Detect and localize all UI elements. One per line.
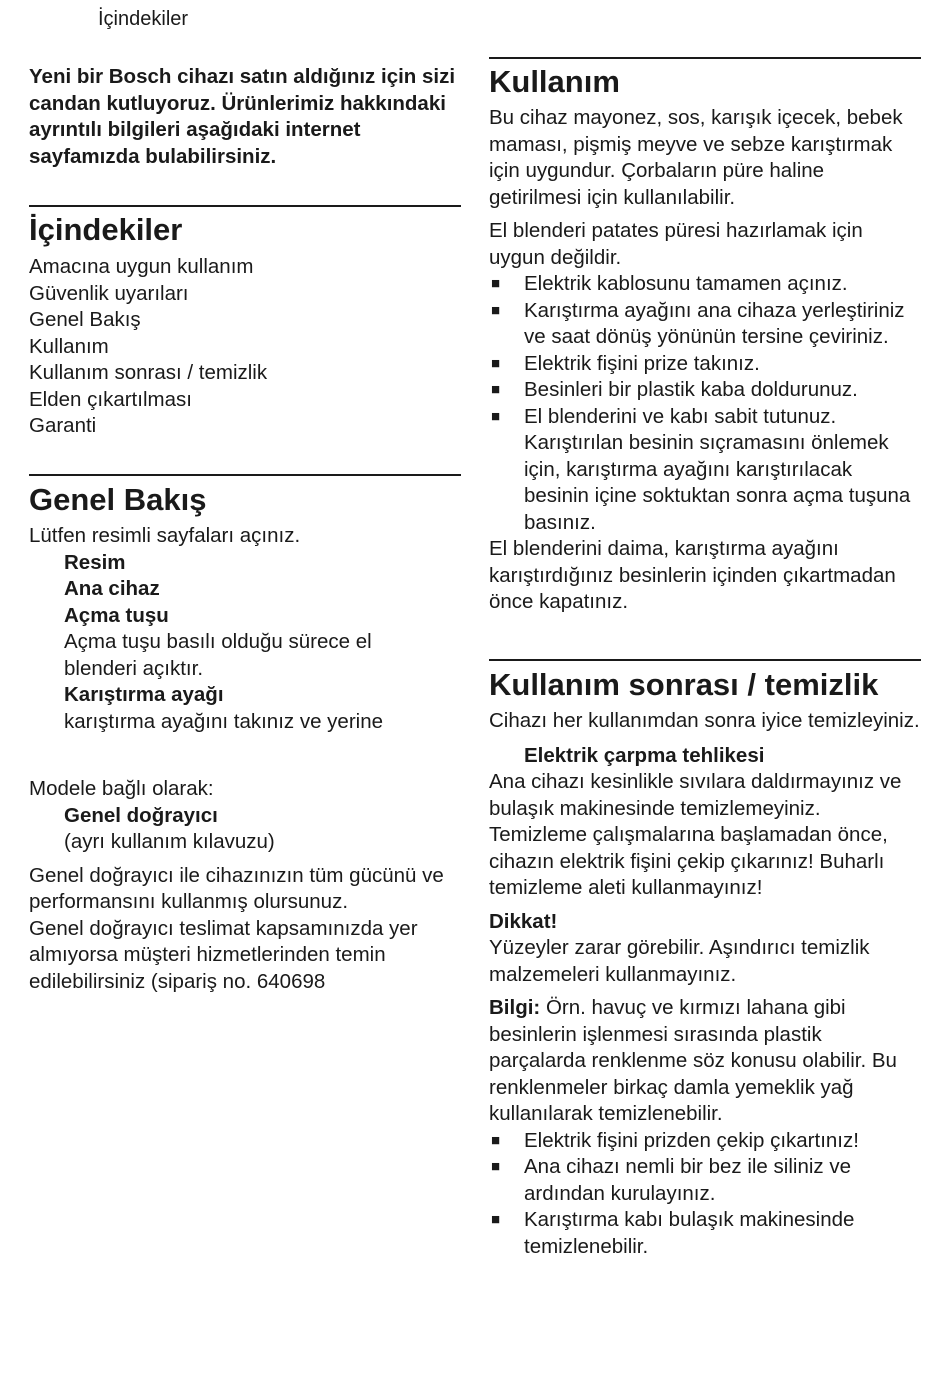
bullet-icon: ■ [491, 407, 501, 425]
list-item: ■ Karıştırma kabı bulaşık makinesinde temizlenebilir. [491, 1208, 855, 1258]
usage-para1: Bu cihaz mayonez, sos, karışık içecek, bebek maması, pişmiş meyve ve sebze karıştırmak için uygundur. Çorbaların püre haline getirilmesi için kullanılabilir. [489, 106, 903, 209]
bilgi-text: Örn. havuç ve kırmızı lahana gibi besinlerin işlenmesi sırasında plastik parçalarda renklenme söz konusu olabilir. Bu renklenmeler birkaç damla yemeklik yağ kullanılarak temizlenebilir. [489, 996, 897, 1125]
toc-item[interactable]: Kullanım sonrası / temizlik [29, 361, 268, 384]
list-item: ■ El blenderini ve kabı sabit tutunuz. Karıştırılan besinin sıçramasını önlemek için, karıştırma ayağını karıştırılacak besinin içine soktuktan sonra açma tuşuna basınız. [491, 404, 911, 534]
toc-item[interactable]: Elden çıkartılması [29, 387, 192, 411]
acma-tusu-desc: Açma tuşu basılı olduğu sürece el blenderi açıktır. [64, 630, 372, 680]
toc-list [29, 254, 461, 440]
usage-steps [489, 271, 921, 536]
karistirma-desc: karıştırma ayağını takınız ve yerine [64, 709, 384, 733]
usage-para2: El blenderi patates püresi hazırlamak için uygun değildir. [489, 219, 863, 269]
running-head: İçindekiler [98, 8, 189, 30]
bullet-icon: ■ [491, 1131, 501, 1149]
bullet-icon: ■ [491, 1158, 501, 1175]
toc-item[interactable]: Kullanım [29, 334, 109, 358]
dikkat-title: Dikkat! [489, 909, 558, 933]
divider [29, 205, 461, 207]
acma-tusu-label: Açma tuşu [64, 603, 169, 627]
toc-item[interactable]: Genel Bakış [29, 308, 141, 331]
usage-para3: El blenderini daima, karıştırma ayağını karıştırdığınız besinlerin içinden çıkartmadan önce kapatınız. [489, 537, 896, 613]
cleaning-title: Kullanım sonrası / temizlik [489, 667, 879, 702]
divider [29, 474, 461, 476]
dograyici-label: Genel doğrayıcı [64, 803, 218, 827]
overview-intro: Lütfen resimli sayfaları açınız. [29, 524, 301, 547]
overview-body [29, 523, 461, 735]
resim-label: Resim [64, 550, 126, 574]
bilgi-label: Bilgi: [489, 996, 541, 1019]
toc-title: İçindekiler [29, 212, 183, 247]
usage-title: Kullanım [489, 64, 620, 99]
warning-title: Elektrik çarpma tehlikesi [524, 743, 765, 767]
toc-item[interactable]: Amacına uygun kullanım [29, 255, 254, 278]
dograyici-para1: Genel doğrayıcı ile cihazınızın tüm gücünü ve performansını kullanmış olursunuz. [29, 863, 444, 913]
list-item: ■ Besinleri bir plastik kaba doldurunuz. [489, 377, 921, 404]
bullet-icon: ■ [491, 275, 501, 292]
modele-text: Modele bağlı olarak: [29, 777, 214, 800]
bullet-icon: ■ [491, 354, 501, 372]
divider [489, 57, 921, 59]
list-item: ■ Elektrik fişini prizden çekip çıkartınız! [489, 1128, 921, 1155]
dograyici-note: (ayrı kullanım kılavuzu) [64, 830, 275, 853]
usage-body [489, 105, 921, 616]
dograyici-para2: Genel doğrayıcı teslimat kapsamınızda yer almıyorsa müşteri hizmetlerinden temin edilebilirsiniz (sipariş no. 640698 [29, 916, 418, 993]
intro-text: Yeni bir Bosch cihazı satın aldığınız için sizi candan kutluyoruz. Ürünlerimiz hakkındaki ayrıntılı bilgileri aşağıdaki internet sayfamızda bulabilirsiniz. [29, 65, 456, 168]
list-item: ■ Karıştırma ayağını ana cihaza yerleştiriniz ve saat dönüş yönünün tersine çeviriniz. [491, 298, 905, 348]
list-item: ■ Ana cihazı nemli bir bez ile siliniz ve ardından kurulayınız. [491, 1155, 851, 1205]
cleaning-para1: Cihazı her kullanımdan sonra iyice temizleyiniz. [489, 709, 920, 732]
dikkat-text: Yüzeyler zarar görebilir. Aşındırıcı temizlik malzemeleri kullanmayınız. [489, 936, 870, 986]
cleaning-steps [489, 1128, 921, 1261]
karistirma-label: Karıştırma ayağı [64, 683, 224, 706]
list-item: ■ Elektrik kablosunu tamamen açınız. [489, 271, 921, 298]
bilgi-paragraph [489, 995, 921, 1128]
warning-text: Ana cihazı kesinlikle sıvılara daldırmayınız ve bulaşık makinesinde temizlemeyiniz. Temizleme çalışmalarına başlamadan önce, cihazın elektrik fişini çekip çıkarınız! Buharlı temizleme aleti kullanmayınız! [489, 770, 902, 899]
toc-item[interactable]: Güvenlik uyarıları [29, 281, 189, 305]
overview-title: Genel Bakış [29, 482, 207, 517]
toc-item[interactable]: Garanti [29, 414, 97, 437]
ana-cihaz-label: Ana cihaz [64, 577, 160, 600]
bullet-icon: ■ [491, 381, 501, 398]
bullet-icon: ■ [491, 301, 501, 319]
model-body [29, 776, 461, 995]
list-item: ■ Elektrik fişini prize takınız. [489, 351, 921, 378]
bullet-icon: ■ [491, 1211, 501, 1228]
cleaning-body [489, 708, 921, 1260]
divider [489, 659, 921, 661]
